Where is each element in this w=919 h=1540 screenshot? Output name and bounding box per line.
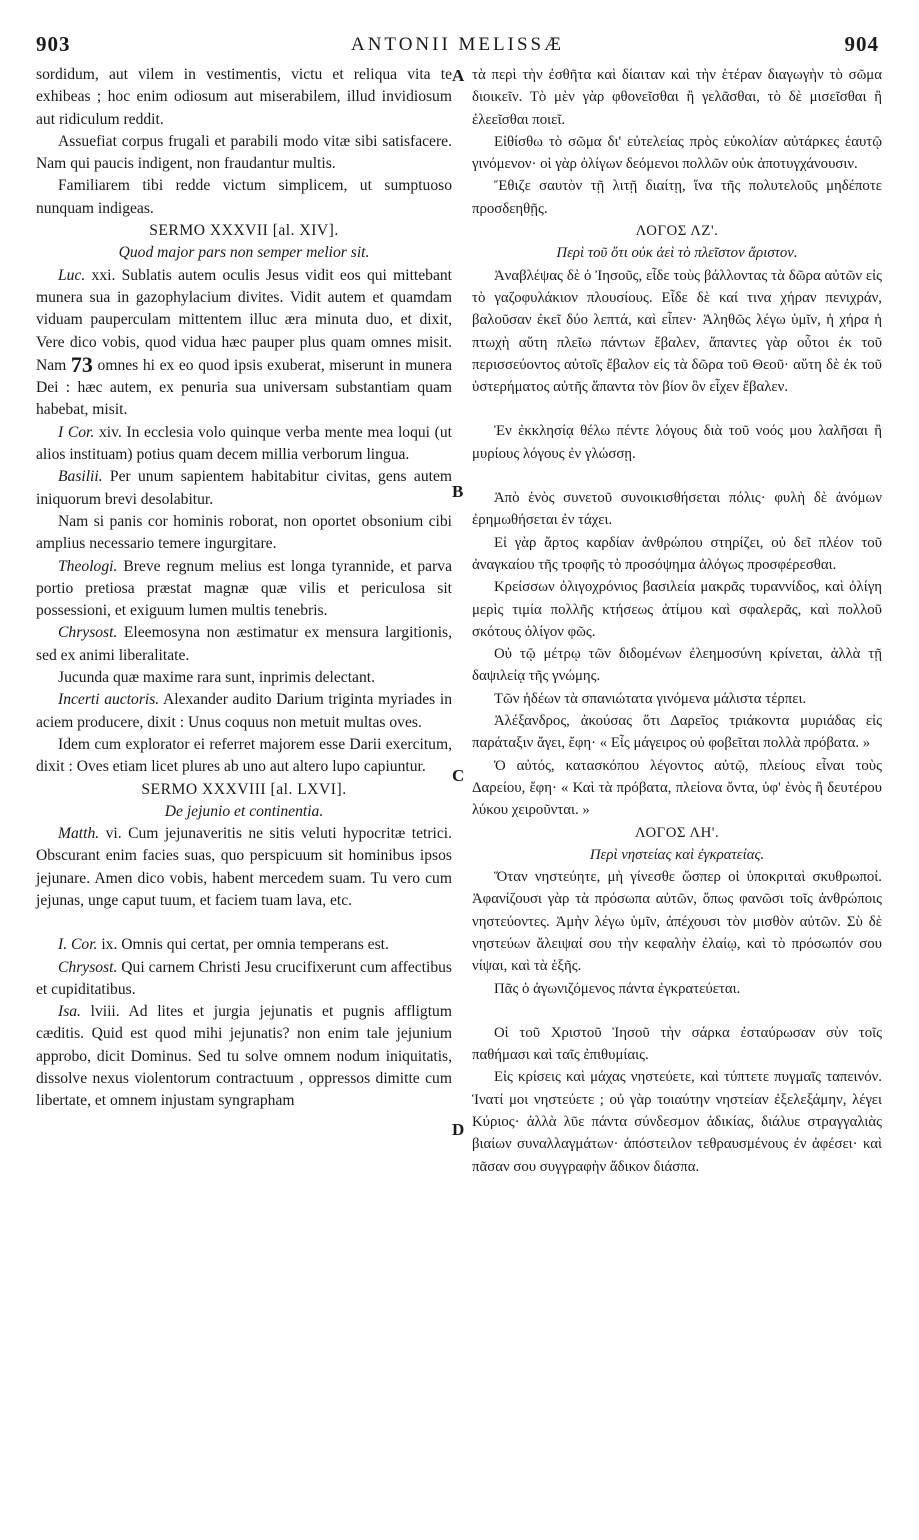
paragraph: Κρείσσων ὀλιγοχρόνιος βασιλεία μακρᾶς τυραννίδος, καὶ ὀλίγη μερὶς τιμία πολλῆς κτήσεως ἀτίμου καὶ σφαλερᾶς, καὶ πολλοῦ σκότους ὀλίγον φῶς. [472,579,882,640]
margin-letter-d: D [452,1120,465,1139]
sermon-heading: SERMO XXXVII [al. XIV]. [149,222,339,240]
quotation [36,689,452,734]
latin-column [36,64,452,1113]
greek-column [472,64,882,1178]
quote-text: Eleemosyna non æstimatur ex mensura largitionis, sed ex animi liberalitate. [36,624,452,664]
paragraph: Ἐν ἐκκλησίᾳ θέλω πέντε λόγους διὰ τοῦ νοός μου λαλῆσαι ἢ μυρίους λόγους ἐν γλώσσῃ. [472,423,882,462]
paragraph: Ἀλέξανδρος, ἀκούσας ὅτι Δαρεῖος τριάκοντα μυριάδας εἰς παράταξιν ἄγει, ἔφη· « Εἷς μάγειρος οὐ φοβεῖται πολλὰ πρόβατα. » [472,713,882,752]
paragraph: Ἔθιζε σαυτὸν τῇ λιτῇ διαίτῃ, ἵνα τῆς πολυτελοῦς μηδέποτε προσδεηθῇς. [472,178,882,217]
paragraph: Εἰς κρίσεις καὶ μάχας νηστεύετε, καὶ τύπτετε πυγμαῖς ταπεινόν. Ἱνατί μοι νηστεύετε ; οὐ γὰρ τοιαύτην νηστείαν ἐξελεξάμην, λέγει Κύριος· ἀλλὰ λῦε πάντα σύνδεσμον ἀδικίας, διάλυε στραγγαλιὰς βιαίων συναλλαγμάτων· ἀπόστειλον τεθραυσμένους ἐν ἀφέσει· καὶ πᾶσαν σου συγγραφὴν ἄδικον διάσπα. [472,1069,882,1175]
source-citation: I. Cor. [58,936,98,954]
quote-text: Qui carnem Christi Jesu crucifixerunt cum affectibus et cupiditatibus. [36,958,453,998]
spacer [472,1000,882,1022]
paragraph: Jucunda quæ maxime rara sunt, inprimis delectant. [58,669,375,687]
paragraph: Nam si panis cor hominis roborat, non oportet obsonium cibi amplius necessario temere ingurgitare. [36,512,452,553]
paragraph: Assuefiat corpus frugali et parabili modo vitæ sibi satisfacere. Nam qui paucis indigent, non fraudantur multis. [36,132,452,173]
source-citation: Basilii. [58,468,103,486]
source-citation: I Cor. [58,423,95,441]
quotation [36,422,452,467]
quote-text: omnes hi ex eo quod ipsis exuberat, miserunt in munera Dei : hæc autem, ex penuria sua universam substantiam quam habebat, misit. [36,356,453,419]
quote-text: Alexander audito Darium triginta myriades in aciem producere, dixit : Unus coquus non metuit multas oves. [36,691,452,731]
logos-subtitle: Περὶ νηστείας καὶ ἐγκρατείας. [589,846,765,863]
paragraph: Εἰ γὰρ ἄρτος καρδίαν ἀνθρώπου στηρίζει, οὐ δεῖ πλέον τοῦ ἀναγκαίου τῆς τροφῆς τὸ προσόψημα ἀλόγως προσφέρεσθαι. [472,534,882,573]
quote-text: Breve regnum melius est longa tyrannide, et parva portio pretiosa præstat magnæ quæ vilis et periculosa sit possessioni, et exiguum lumen multis tenebris. [36,557,452,620]
sermon-heading: SERMO XXXVIII [al. LXVI]. [141,780,347,798]
paragraph: τὰ περὶ τὴν ἐσθῆτα καὶ δίαιταν καὶ τὴν ἑτέραν διαγωγὴν τὸ σῶμα διοικεῖν. Τὸ μὲν γὰρ φθονεῖσθαι ἢ γελᾶσθαι, τὸ δὲ μισεῖσθαι ἢ ἐλεεῖσθαι ποιεῖ. [472,67,882,128]
quotation [36,823,452,912]
spacer [36,912,452,934]
paragraph: Πᾶς ὁ ἀγωνιζόμενος πάντα ἐγκρατεύεται. [494,980,741,997]
source-citation: Luc. [58,266,86,284]
margin-letter-a: A [452,66,465,85]
paragraph: Ὁ αὐτός, κατασκόπου λέγοντος αὐτῷ, πλείους εἶναι τοὺς Δαρείου, ἔφη· « Καὶ τὰ πρόβατα, πλείονα ὄντα, ὑφ' ἑνὸς ἢ δευτέρου λύκου χειροῦνται. » [472,757,882,819]
running-header [36,32,879,60]
source-citation: Theologi. [58,557,118,575]
source-citation: Incerti auctoris. [58,691,160,709]
spacer [472,465,882,487]
quotation [36,1001,452,1112]
paragraph: Ὅταν νηστεύητε, μὴ γίνεσθε ὥσπερ οἱ ὑποκριταὶ σκυθρωποί. Ἀφανίζουσι γὰρ τὰ πρόσωπα αὐτῶν, ὅπως φανῶσι τοῖς ἀνθρώποις νηστεύοντες. Ἀμὴν λέγω ὑμῖν, ἀπέχουσι τὸν μισθὸν αὐτῶν. Σὺ δὲ νηστεύων ἄλειψαί σου τὴν κεφαλὴν ἐλαίῳ, καὶ τὸ πρόσωπόν σου νίψαι, καὶ τὰ ἑξῆς. [472,869,882,975]
paragraph: Οὐ τῷ μέτρῳ τῶν διδομένων ἐλεημοσύνη κρίνεται, ἀλλὰ τῇ δαψιλείᾳ τῆς γνώμης. [472,646,882,685]
reference: xxi. [91,266,116,284]
paragraph: Familiarem tibi redde victum simplicem, ut sumptuoso nunquam indigeas. [36,177,452,217]
quotation [36,934,452,956]
quote-text: Per unum sapientem habitabitur civitas, gens autem iniquorum brevi desolabitur. [36,468,452,508]
page-number-left: 903 [36,32,71,56]
quote-text: Omnis qui certat, per omnia temperans est. [121,936,389,954]
paragraph: Idem cum explorator ei referret majorem esse Darii exercitum, dixit : Oves etiam licet plures ab uno aut altero lupo capiuntur. [36,735,452,776]
sermon-subtitle: De jejunio et continentia. [164,802,324,820]
paragraph: Εἰθίσθω τὸ σῶμα δι' εὐτελείας πρὸς εὐκολίαν αὐτάρκες ἑαυτῷ γινόμενον· οἱ γὰρ ὀλίγων δεόμενοι πολλῶν οὐκ ἀποτυγχάνουσιν. [472,133,882,173]
margin-letter-c: C [452,766,465,785]
logos-heading: ΛΟΓΟΣ ΛΗ'. [634,824,720,841]
reference: lviii. [90,1003,120,1021]
paragraph: Ἀναβλέψας δὲ ὁ Ἰησοῦς, εἶδε τοὺς βάλλοντας τὰ δῶρα αὐτῶν εἰς τὸ γαζοφυλάκιον πλουσίους. Εἶδε δὲ καί τινα χήραν πενιχράν, βαλοῦσαν ἐκεῖ δύο λεπτά, καὶ εἶπεν· Ἀληθῶς λέγω ὑμῖν, ἡ χήρα ἡ πτωχὴ αὕτη πλεῖω πάντων ἔβαλεν, ἅπαντες γὰρ οὗτοι ἐκ τοῦ περισσεύοντος αὐτοῖς ἔβαλον εἰς τὰ δῶρα τοῦ Θεοῦ· αὕτη δὲ ἐκ τοῦ ὑστερήματος αὐτῆς ἅπαντα τὸν βίον ὃν εἶχεν ἔβαλεν. [472,267,882,396]
logos-heading: ΛΟΓΟΣ ΛΖ'. [635,223,719,240]
source-citation: Matth. [58,825,100,843]
paragraph: Τῶν ἡδέων τὰ σπανιώτατα γινόμενα μάλιστα τέρπει. [494,690,807,707]
paragraph: Ἀπὸ ἑνὸς συνετοῦ συνοικισθήσεται πόλις· φυλὴ δὲ ἀνόμων ἐρημωθήσεται ἐν τάχει. [472,490,882,529]
quotation [36,556,452,623]
page-number-right: 904 [844,32,879,56]
column-number: 73 [70,351,93,377]
sermon-subtitle: Quod major pars non semper melior sit. [118,244,370,262]
quotation [36,622,452,667]
reference: ix. [101,936,118,954]
margin-letter-b: B [452,482,464,501]
paragraph: Οἱ τοῦ Χριστοῦ Ἰησοῦ τὴν σάρκα ἐσταύρωσαν σὺν τοῖς παθήμασι καὶ ταῖς ἐπιθυμίαις. [472,1024,882,1064]
quote-text: Cum jejunaveritis ne sitis veluti hypocritæ tetrici. Obscurant enim facies suas, quo perspicuum sit hominibus ipsos jejunare. Amen dico vobis, habent mercedem suam. Tu vero cum jejunas, unge caput tuum, et faciem tuam lava, etc. [36,825,453,909]
quotation [36,957,452,1002]
spacer [472,398,882,420]
logos-subtitle: Περὶ τοῦ ὅτι οὐκ ἀεὶ τὸ πλεῖστον ἄριστον. [556,245,798,262]
source-citation: Chrysost. [58,958,118,976]
paragraph: sordidum, aut vilem in vestimentis, victu et reliqua vita te exhibeas ; hoc enim odiosum aut miserabilem, illud invidiosum aut ridiculum reddit. [36,66,452,128]
source-citation: Isa. [58,1003,81,1021]
running-title: ANTONII MELISSÆ [350,34,564,55]
reference: vi. [105,825,122,843]
quotation [36,466,452,511]
source-citation: Chrysost. [58,624,118,642]
quote-text: In ecclesia volo quinque verba mente mea loqui (ut alios instituam) potius quam decem millia verborum lingua. [36,423,452,464]
quotation [36,265,452,422]
quote-text: Sublatis autem oculis Jesus vidit eos qui mittebant munera sua in gazophylacium divites. Vidit autem et quamdam viduam pauperculam mittentem illuc æra minuta duo, et dixit, Vere dico vobis, quod vidua hæc pauper plus quam omnes misit. Nam [36,266,453,374]
reference: xiv. [98,423,122,441]
quote-text: Ad lites et jurgia jejunatis et pugnis affligtum cæditis. Quid est quod mihi jejunatis? non enim tale jejunium approbo, dicit Dominus. Sed tu solve omnem nodum iniquitatis, dissolve nexus violentorum contractuum , oppressos dimitte cum libertate, et omnem injustam syngrapham [36,1003,452,1110]
